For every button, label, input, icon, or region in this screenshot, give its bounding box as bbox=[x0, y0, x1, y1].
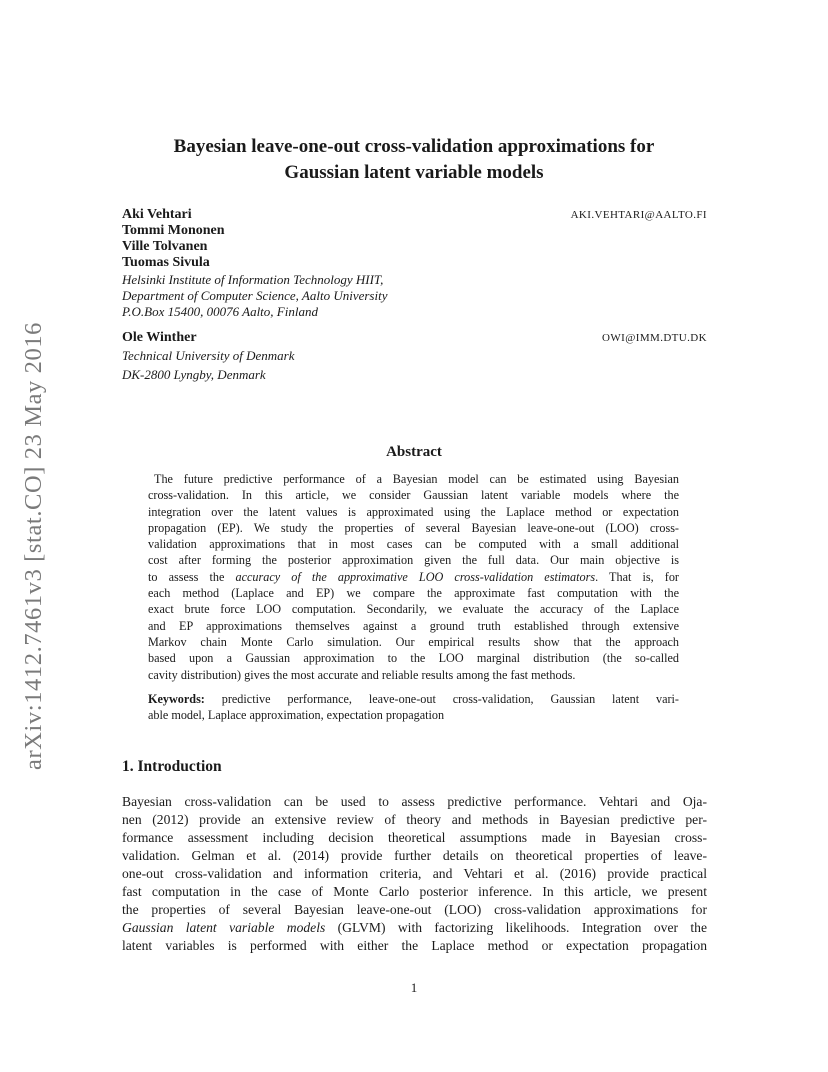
abstract-line bbox=[148, 569, 679, 585]
affiliation-line: Technical University of Denmark bbox=[122, 348, 295, 363]
author-email[interactable]: OWI@IMM.DTU.DK bbox=[602, 332, 707, 344]
abstract-line: Markov chain Monte Carlo simulation. Our empirical results show that the approach bbox=[148, 634, 679, 649]
abstract-line: based upon a Gaussian approximation to the LOO marginal distribution (the so-called bbox=[148, 651, 679, 666]
abstract-spacer bbox=[148, 683, 679, 691]
author-name: Tuomas Sivula bbox=[122, 255, 210, 270]
body-line: fast computation in the case of Monte Carlo posterior inference. In this article, we present bbox=[122, 884, 707, 899]
affiliation-line: P.O.Box 15400, 00076 Aalto, Finland bbox=[122, 304, 318, 319]
author-name: Ole Winther bbox=[122, 330, 197, 345]
paper-title bbox=[0, 134, 828, 186]
abstract-line: integration over the latent values is approximated using the Laplace method or expectation bbox=[148, 504, 679, 519]
section-heading: 1. Introduction bbox=[122, 758, 222, 775]
author-name: Tommi Mononen bbox=[122, 223, 225, 238]
abstract-line: each method (Laplace and EP) we compare the approximate fast computation with the bbox=[148, 586, 679, 601]
abstract-line: The future predictive performance of a Bayesian model can be estimated using Bayesian bbox=[154, 472, 679, 486]
body-line bbox=[122, 919, 707, 937]
keywords-line: able model, Laplace approximation, expectation propagation bbox=[148, 708, 445, 723]
abstract-line: exact brute force LOO computation. Secondarily, we evaluate the accuracy of the Laplace bbox=[148, 602, 679, 617]
abstract-line: cavity distribution) gives the most accurate and reliable results among the fast methods. bbox=[148, 667, 576, 682]
body-line: one-out cross-validation and information criteria, and Vehtari et al. (2016) provide practical bbox=[122, 866, 707, 881]
body-line: nen (2012) provide an extensive review of theory and methods in Bayesian predictive per- bbox=[122, 812, 707, 827]
title-line-1: Bayesian leave-one-out cross-validation approximations for bbox=[173, 136, 655, 157]
abstract-heading: Abstract bbox=[386, 444, 442, 460]
abstract-line: validation approximations that in most cases can be computed with a small additional bbox=[148, 537, 679, 552]
abstract-line: and EP approximations themselves against a ground truth established through extensive bbox=[148, 618, 679, 633]
affiliation-line: Helsinki Institute of Information Technology HIIT, bbox=[122, 272, 384, 287]
affiliation-line: Department of Computer Science, Aalto University bbox=[122, 288, 388, 303]
abstract-emphasis: accuracy of the approximative LOO cross-validation estimators bbox=[235, 569, 596, 584]
affiliation-line: DK-2800 Lyngby, Denmark bbox=[122, 367, 266, 382]
author-name: Aki Vehtari bbox=[122, 207, 192, 222]
abstract-line: propagation (EP). We study the properties of several Bayesian leave-one-out (LOO) cross- bbox=[148, 520, 679, 535]
title-line-2: Gaussian latent variable models bbox=[284, 162, 544, 183]
body-line: Bayesian cross-validation can be used to assess predictive performance. Vehtari and Oja- bbox=[122, 794, 707, 809]
abstract-line: cross-validation. In this article, we consider Gaussian latent variable models where the bbox=[148, 488, 679, 503]
body-line: the properties of several Bayesian leave-one-out (LOO) cross-validation approximations for bbox=[122, 902, 707, 917]
arxiv-identifier: arXiv:1412.7461v3 [stat.CO] 23 May 2016 bbox=[20, 321, 47, 770]
body-line: validation. Gelman et al. (2014) provide further details on theoretical properties of leave- bbox=[122, 848, 707, 863]
body-line: formance assessment including decision theoretical assumptions made in Bayesian cross- bbox=[122, 830, 707, 845]
abstract-body bbox=[148, 471, 679, 723]
abstract-text: to assess the bbox=[148, 569, 236, 584]
body-text: (GLVM) with factorizing likelihoods. Integration over the bbox=[325, 920, 707, 935]
body-emphasis: Gaussian latent variable models bbox=[122, 920, 326, 935]
author-email[interactable]: AKI.VEHTARI@AALTO.FI bbox=[570, 209, 707, 221]
abstract-text: . That is, for bbox=[595, 569, 679, 584]
keywords-text: predictive performance, leave-one-out cross-validation, Gaussian latent vari- bbox=[221, 691, 679, 706]
introduction-body bbox=[122, 793, 707, 955]
keywords-line bbox=[148, 691, 679, 707]
abstract-line: cost after forming the posterior approximation given the full data. Our main objective is bbox=[148, 553, 679, 568]
page-number: 1 bbox=[410, 980, 418, 995]
author-name: Ville Tolvanen bbox=[122, 239, 208, 254]
keywords-label: Keywords: bbox=[148, 691, 205, 706]
body-line: latent variables is performed with either the Laplace method or expectation propagation bbox=[122, 938, 707, 953]
